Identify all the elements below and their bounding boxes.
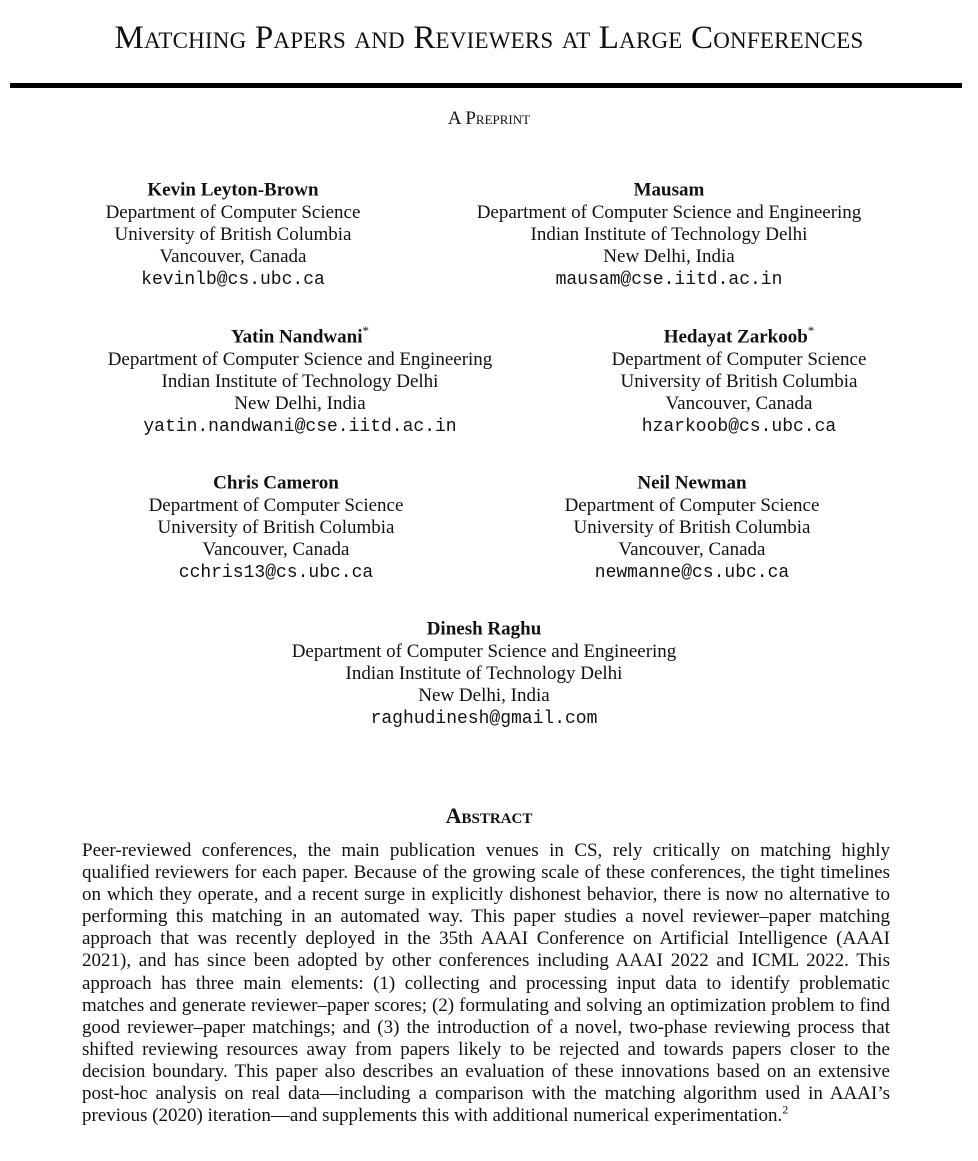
author-block bbox=[579, 320, 899, 438]
author-email[interactable]: raghudinesh@gmail.com bbox=[370, 708, 598, 729]
author-department: Department of Computer Science and Engineering bbox=[476, 201, 862, 223]
author-email[interactable]: cchris13@cs.ubc.ca bbox=[178, 562, 374, 583]
author-name: Yatin Nandwani* bbox=[231, 323, 369, 348]
author-block bbox=[264, 612, 704, 730]
author-name: Kevin Leyton-Brown bbox=[147, 179, 319, 201]
author-location: Vancouver, Canada bbox=[665, 393, 813, 415]
footnote-marker[interactable]: 2 bbox=[782, 1102, 789, 1117]
author-email[interactable]: hzarkoob@cs.ubc.ca bbox=[641, 416, 837, 437]
author-name: Dinesh Raghu bbox=[426, 618, 542, 640]
author-department: Department of Computer Science bbox=[105, 201, 361, 223]
author-name: Neil Newman bbox=[637, 472, 747, 494]
author-block bbox=[72, 173, 394, 291]
author-block bbox=[532, 466, 852, 584]
author-location: Vancouver, Canada bbox=[618, 539, 766, 561]
author-block bbox=[116, 466, 436, 584]
author-location: New Delhi, India bbox=[603, 246, 735, 268]
author-block bbox=[449, 173, 889, 291]
author-department: Department of Computer Science bbox=[564, 494, 820, 516]
author-institution: University of British Columbia bbox=[573, 516, 811, 538]
author-email[interactable]: kevinlb@cs.ubc.ca bbox=[141, 269, 325, 290]
author-department: Department of Computer Science bbox=[148, 494, 404, 516]
paper-title: Matching Papers and Reviewers at Large Conferences bbox=[114, 20, 864, 56]
author-location: Vancouver, Canada bbox=[202, 539, 350, 561]
author-name: Mausam bbox=[633, 179, 705, 201]
preprint-label: A Preprint bbox=[447, 108, 531, 129]
abstract-text: Peer-reviewed conferences, the main publication venues in CS, rely critically on matching highly qualified reviewers for each paper. Because of the growing scale of these conferences, the tight timelines on which they operate, and a recent surge in explicitly dishonest behavior, there is now no alternative to performing this matching in an automated way. This paper studies a novel reviewer–paper matching approach that was recently deployed in the 35th AAAI Conference on Artificial Intelligence (AAAI 2021), and has since been adopted by other conferences including AAAI 2022 and ICML 2022. This approach has three main elements: (1) collecting and processing input data to identify problematic matches and generate reviewer–paper scores; (2) formulating and solving an optimization problem to find good reviewer–paper matchings; and (3) the introduction of a novel, two-phase reviewing process that shifted reviewing resources away from papers likely to be rejected and towards papers closer to the decision boundary. This paper also describes an evaluation of these innovations based on an extensive post-hoc analysis on real data—including a comparison with the matching algorithm used in AAAI’s previous (2020) iteration—and supplements this with additional numerical experimentation. bbox=[82, 840, 890, 1127]
title-rule bbox=[10, 83, 962, 88]
author-name: Chris Cameron bbox=[213, 472, 339, 494]
author-department: Department of Computer Science bbox=[611, 348, 867, 370]
author-institution: Indian Institute of Technology Delhi bbox=[345, 662, 623, 684]
author-location: New Delhi, India bbox=[418, 685, 550, 707]
author-block bbox=[80, 320, 520, 438]
author-institution: University of British Columbia bbox=[157, 516, 395, 538]
author-institution: University of British Columbia bbox=[114, 223, 352, 245]
author-email[interactable]: mausam@cse.iitd.ac.in bbox=[555, 269, 783, 290]
author-email[interactable]: yatin.nandwani@cse.iitd.ac.in bbox=[143, 416, 457, 437]
author-department: Department of Computer Science and Engineering bbox=[107, 348, 493, 370]
abstract-body bbox=[82, 840, 890, 1127]
author-institution: Indian Institute of Technology Delhi bbox=[161, 370, 439, 392]
author-department: Department of Computer Science and Engineering bbox=[291, 640, 677, 662]
author-location: Vancouver, Canada bbox=[159, 246, 307, 268]
author-institution: University of British Columbia bbox=[620, 370, 858, 392]
author-email[interactable]: newmanne@cs.ubc.ca bbox=[594, 562, 790, 583]
author-location: New Delhi, India bbox=[234, 393, 366, 415]
abstract-heading: Abstract bbox=[445, 803, 533, 828]
author-institution: Indian Institute of Technology Delhi bbox=[530, 223, 808, 245]
author-name: Hedayat Zarkoob* bbox=[663, 323, 815, 348]
